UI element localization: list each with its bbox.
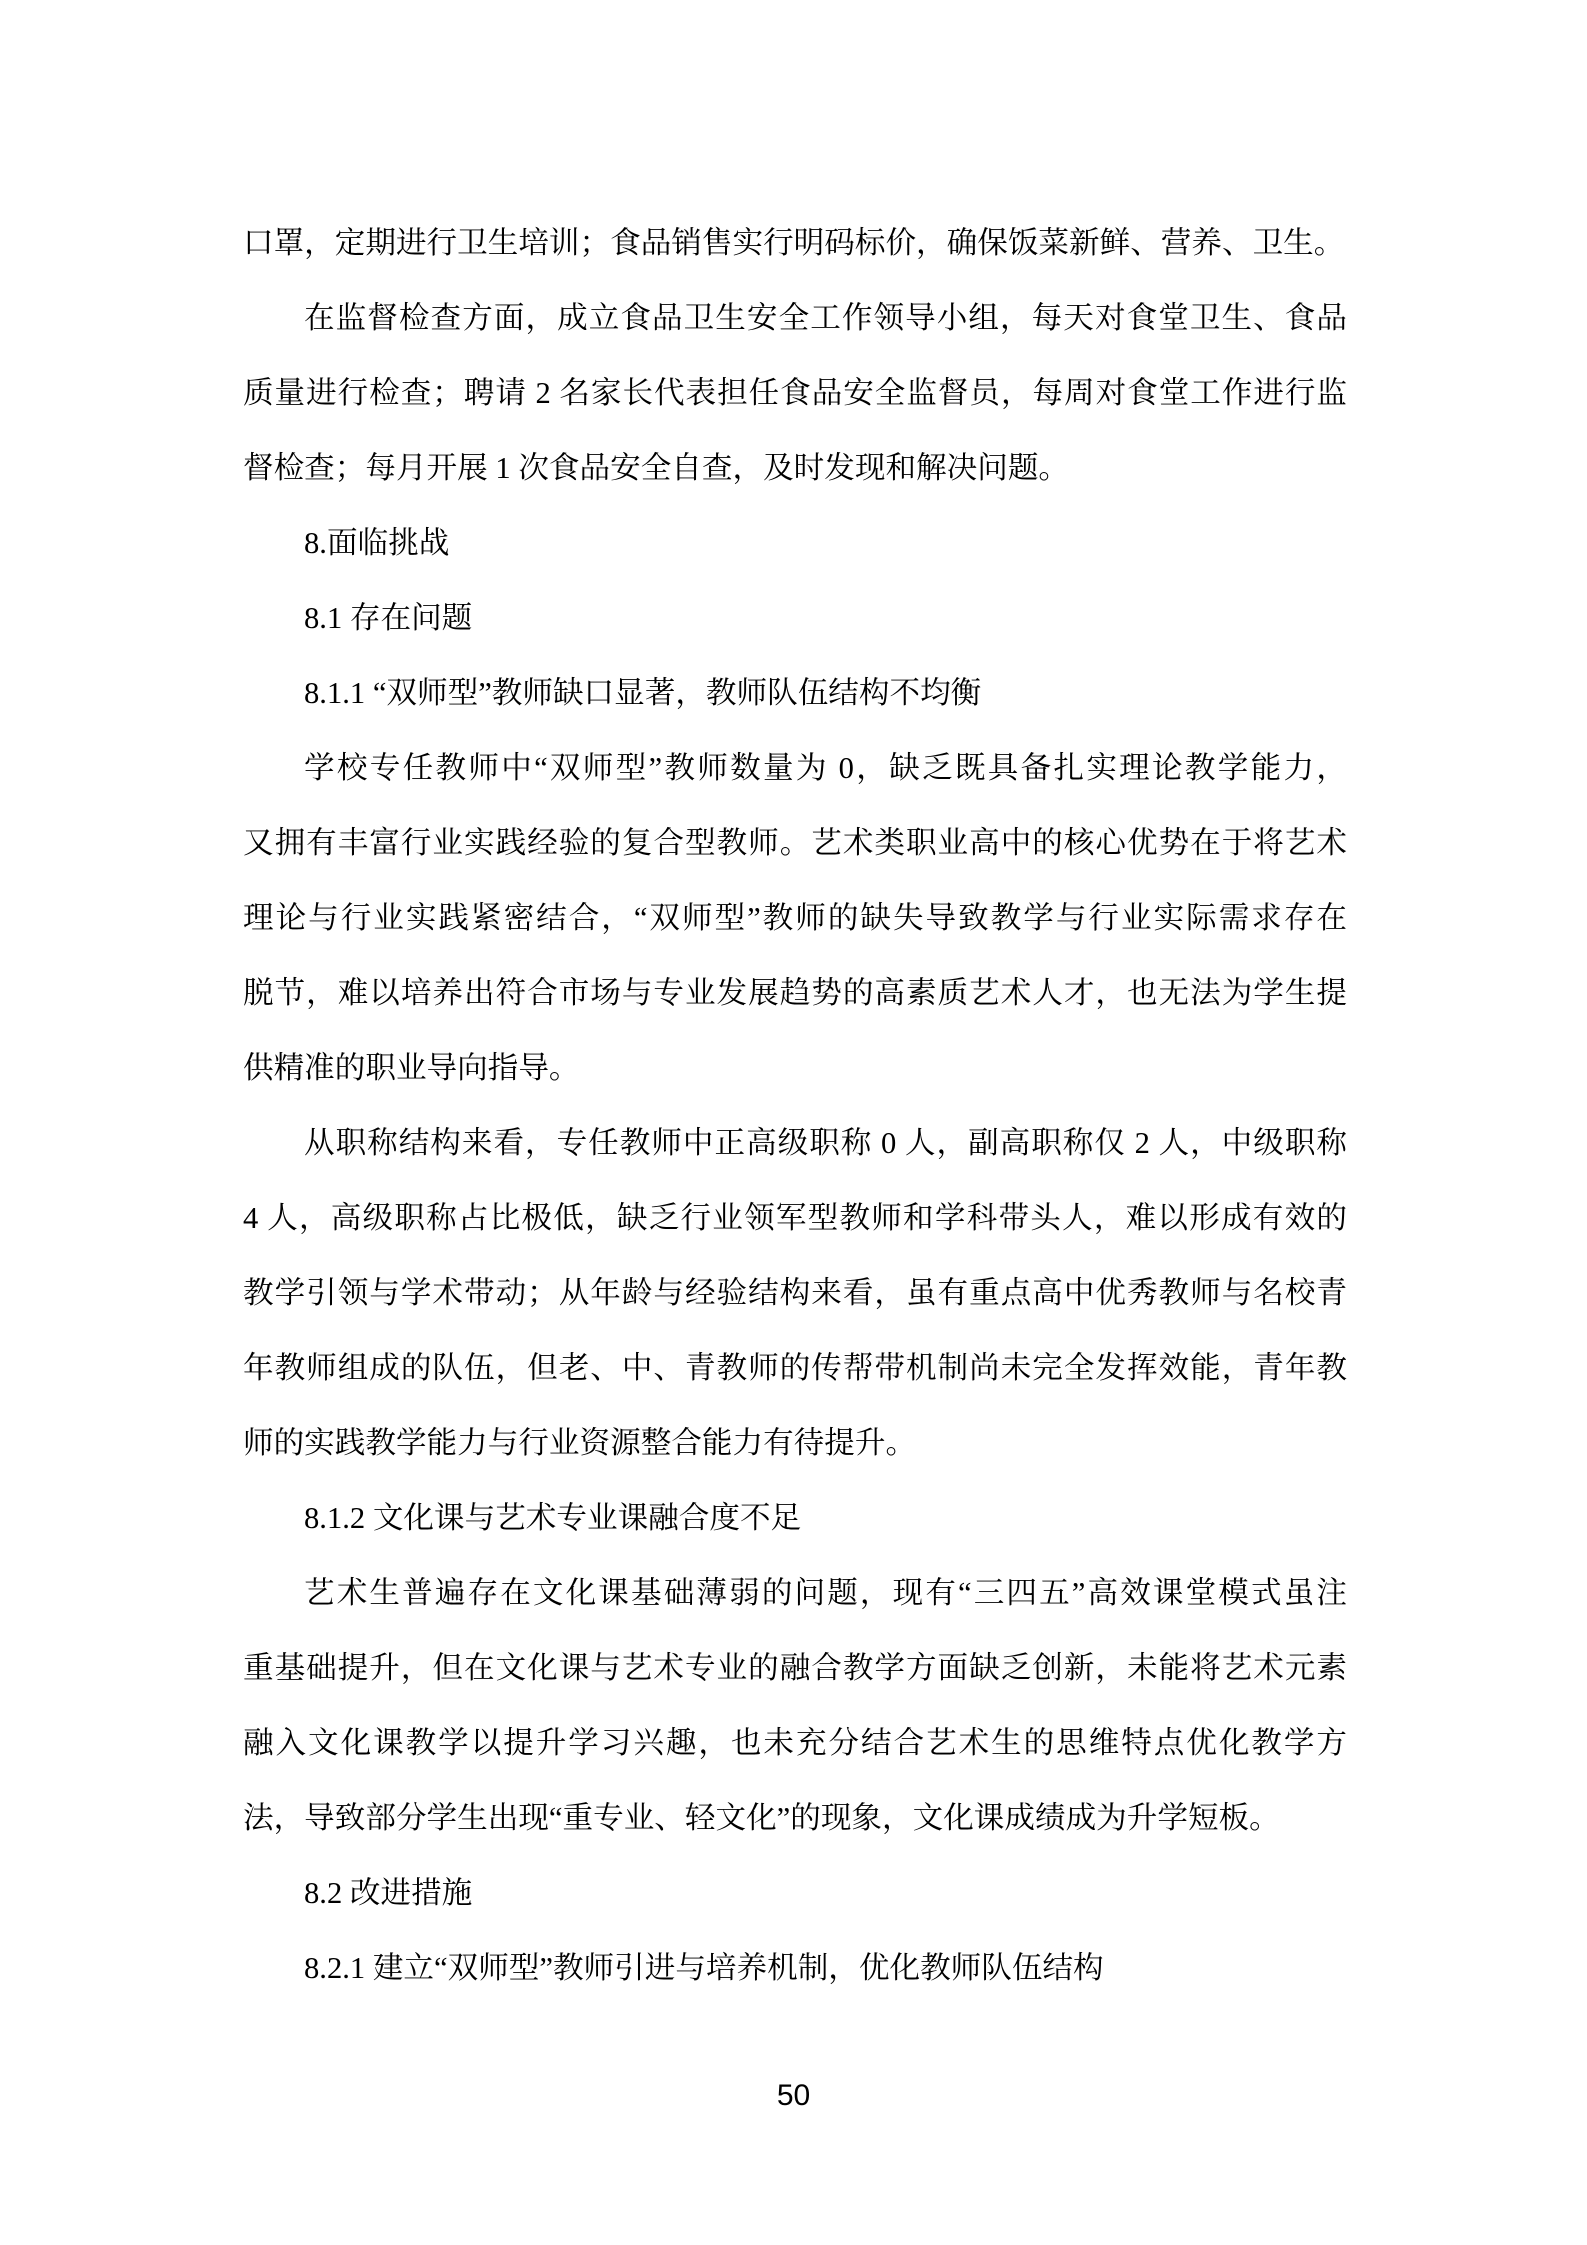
section-heading-8-1: 8.1 存在问题 <box>304 601 473 635</box>
paragraph-line: 艺术生普遍存在文化课基础薄弱的问题，现有“三四五”高效课堂模式虽注 <box>304 1576 1347 1610</box>
paragraph-line: 又拥有丰富行业实践经验的复合型教师。艺术类职业高中的核心优势在于将艺术 <box>243 826 1347 860</box>
paragraph-line: 4 人，高级职称占比极低，缺乏行业领军型教师和学科带头人，难以形成有效的 <box>243 1201 1347 1235</box>
paragraph-line: 在监督检查方面，成立食品卫生安全工作领导小组，每天对食堂卫生、食品 <box>304 301 1347 335</box>
paragraph-line: 师的实践教学能力与行业资源整合能力有待提升。 <box>243 1426 917 1460</box>
paragraph-line: 融入文化课教学以提升学习兴趣，也未充分结合艺术生的思维特点优化教学方 <box>243 1726 1347 1760</box>
section-heading-8-2: 8.2 改进措施 <box>304 1876 473 1910</box>
section-heading-8-1-2: 8.1.2 文化课与艺术专业课融合度不足 <box>304 1501 802 1535</box>
section-heading-8-1-1: 8.1.1 “双师型”教师缺口显著，教师队伍结构不均衡 <box>304 676 982 710</box>
paragraph-line: 教学引领与学术带动；从年龄与经验结构来看，虽有重点高中优秀教师与名校青 <box>243 1276 1347 1310</box>
document-body <box>243 206 1347 2006</box>
paragraph-line: 年教师组成的队伍，但老、中、青教师的传帮带机制尚未完全发挥效能，青年教 <box>243 1351 1347 1385</box>
section-heading-8: 8.面临挑战 <box>304 526 450 560</box>
section-heading-8-2-1: 8.2.1 建立“双师型”教师引进与培养机制，优化教师队伍结构 <box>304 1951 1104 1985</box>
paragraph-line: 督检查；每月开展 1 次食品安全自查，及时发现和解决问题。 <box>243 451 1070 485</box>
paragraph-line: 脱节，难以培养出符合市场与专业发展趋势的高素质艺术人才，也无法为学生提 <box>243 976 1347 1010</box>
paragraph-line: 学校专任教师中“双师型”教师数量为 0，缺乏既具备扎实理论教学能力， <box>304 751 1347 785</box>
paragraph-line: 口罩，定期进行卫生培训；食品销售实行明码标价，确保饭菜新鲜、营养、卫生。 <box>243 226 1345 260</box>
paragraph-line: 质量进行检查；聘请 2 名家长代表担任食品安全监督员，每周对食堂工作进行监 <box>243 376 1347 410</box>
paragraph-line: 从职称结构来看，专任教师中正高级职称 0 人，副高职称仅 2 人，中级职称 <box>304 1126 1347 1160</box>
page-number: 50 <box>776 2079 811 2112</box>
paragraph-line: 理论与行业实践紧密结合，“双师型”教师的缺失导致教学与行业实际需求存在 <box>243 901 1347 935</box>
paragraph-line: 供精准的职业导向指导。 <box>243 1051 580 1085</box>
paragraph-line: 法，导致部分学生出现“重专业、轻文化”的现象，文化课成绩成为升学短板。 <box>243 1801 1280 1835</box>
paragraph-line: 重基础提升，但在文化课与艺术专业的融合教学方面缺乏创新，未能将艺术元素 <box>243 1651 1347 1685</box>
